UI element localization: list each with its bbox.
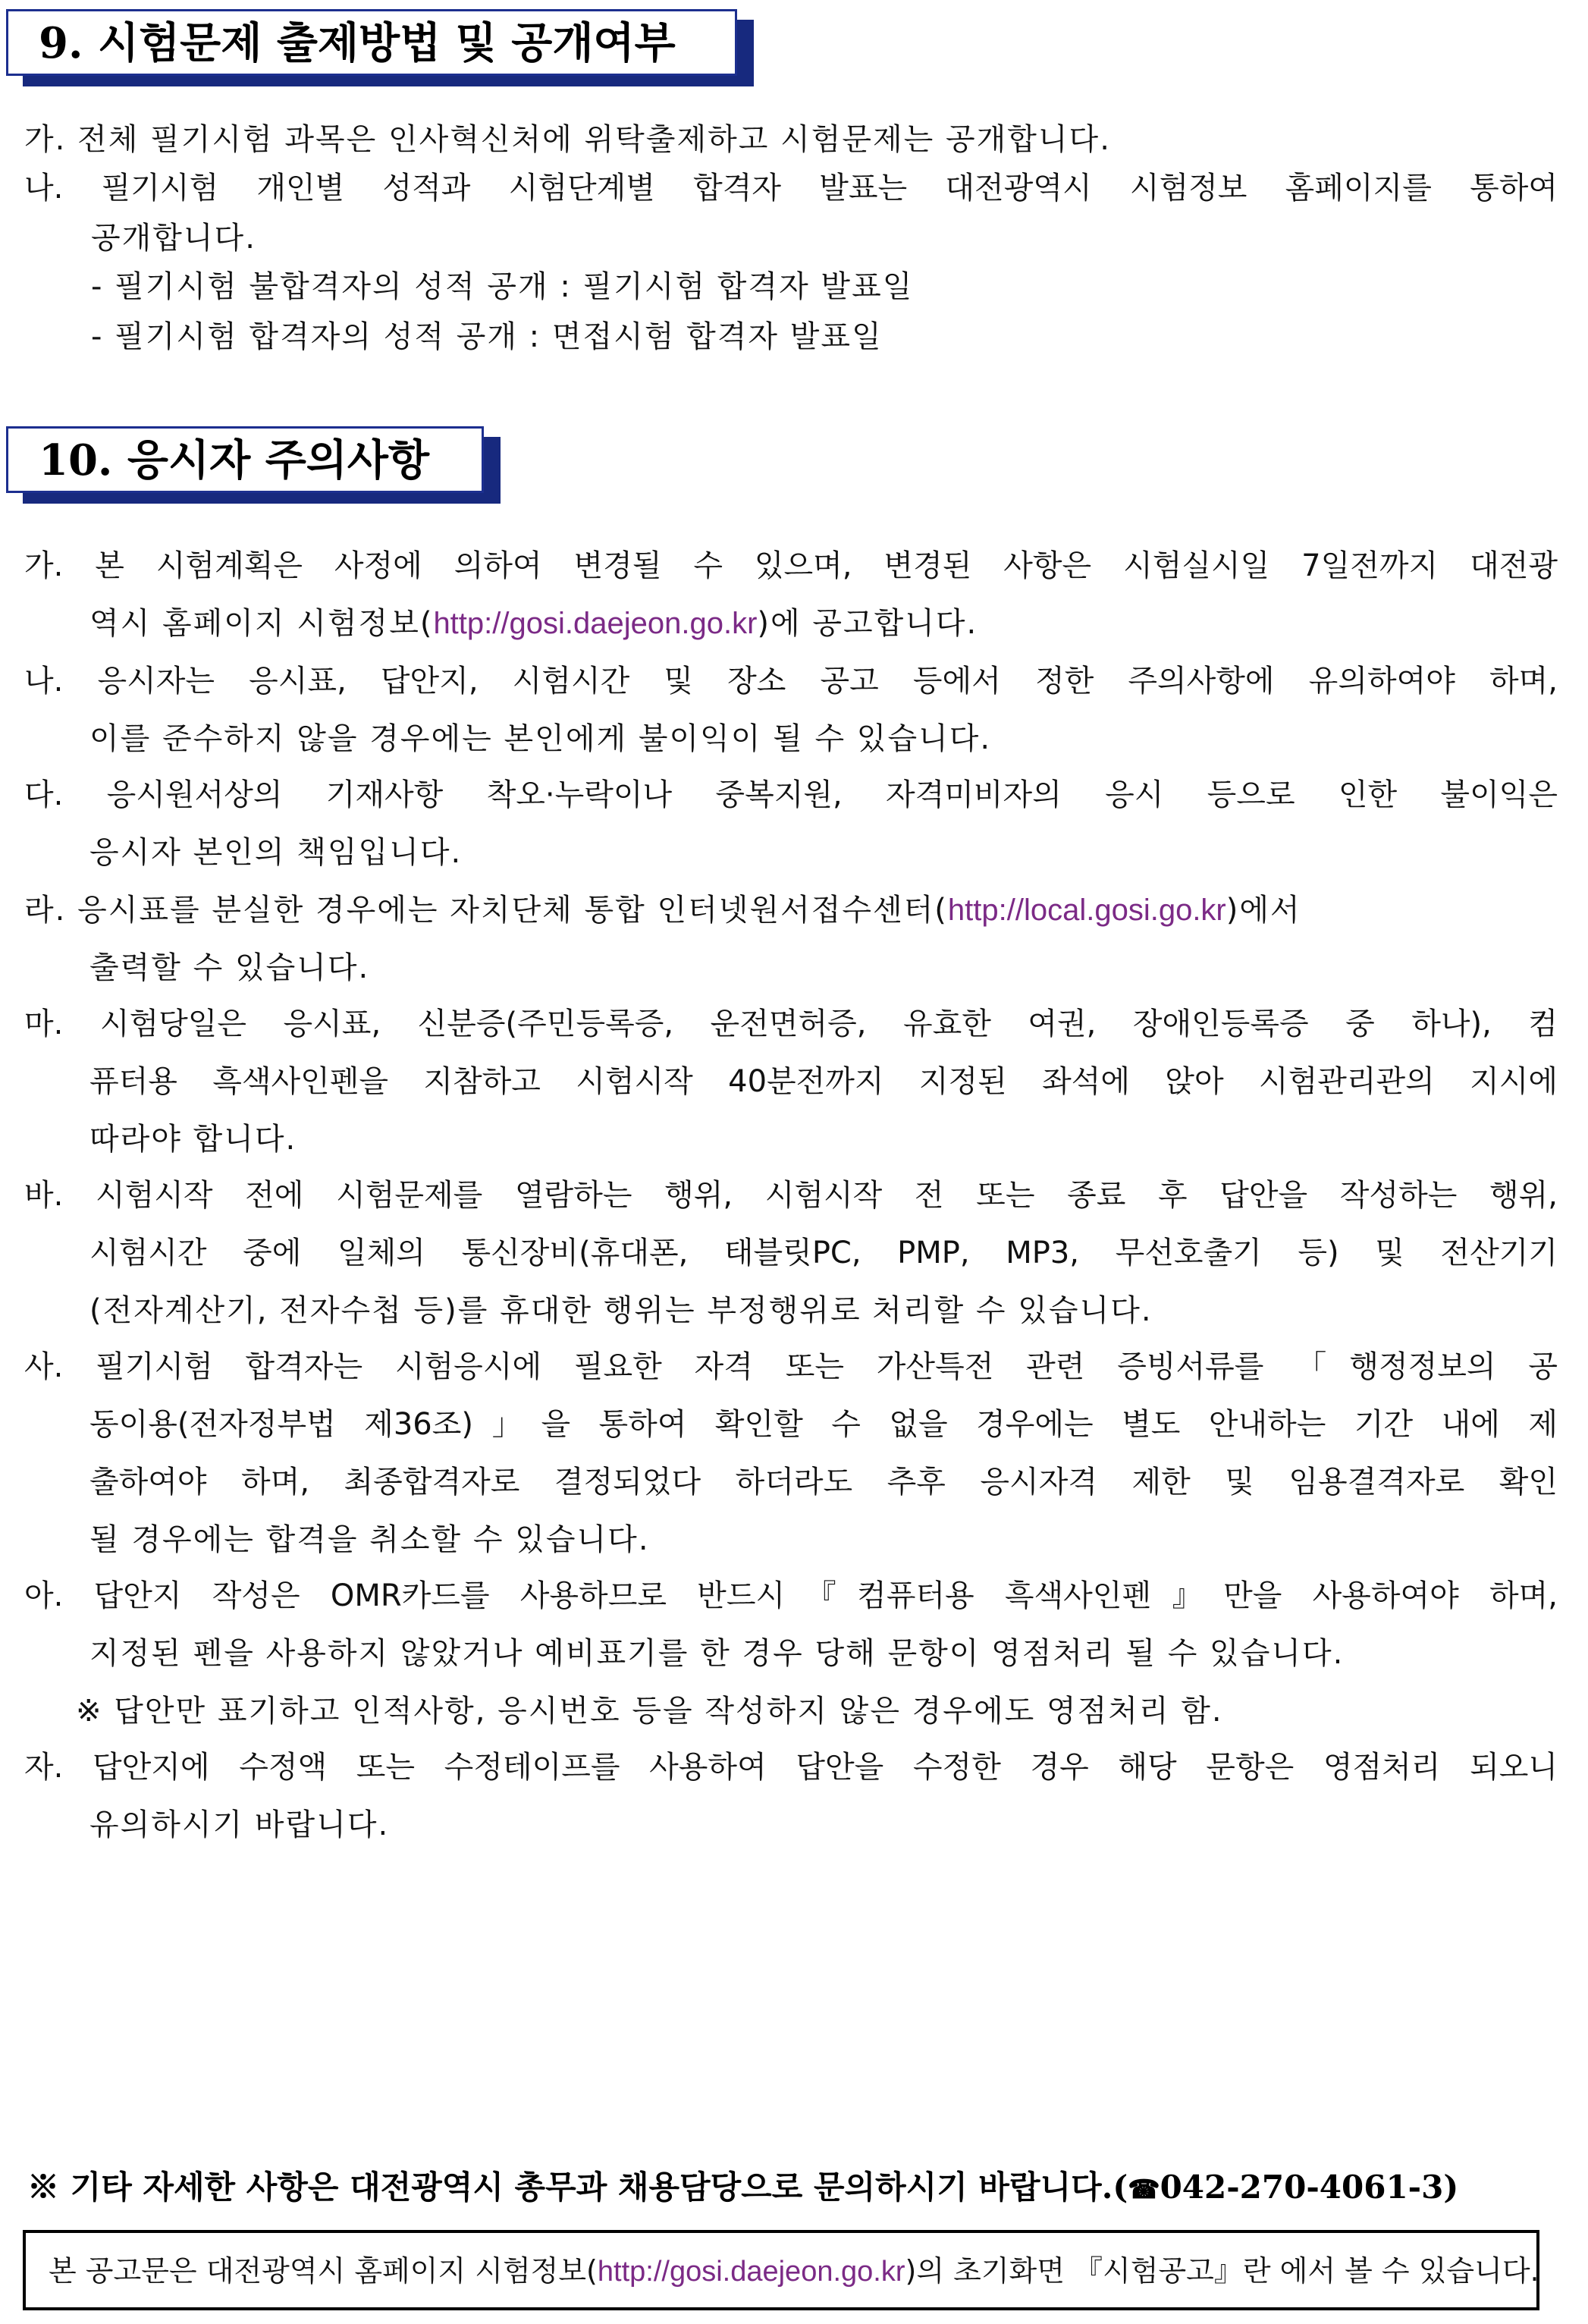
notice-ma-line-1: 마. 시험당일은 응시표, 신분증(주민등록증, 운전면허증, 유효한 여권, 장애인등록증 중 하나), 컴	[24, 1007, 1558, 1041]
closing-phone: 042-270-4061-3)	[1160, 2169, 1459, 2206]
notice-da-line-1: 다. 응시원서상의 기재사항 착오·누락이나 중복지원, 자격미비자의 응시 등으로 인한 불이익은	[24, 777, 1558, 812]
notice-na-line-1: 나. 응시자는 응시표, 답안지, 시험시간 및 장소 공고 등에서 정한 주의사항에 유의하여야 하며,	[24, 664, 1558, 699]
closing-text: ※ 기타 자세한 사항은 대전광역시 총무과 채용담당으로 문의하시기 바랍니다.(	[27, 2169, 1128, 2206]
notice-sa-line-2: 동이용(전자정부법 제36조)」을 통하여 확인할 수 없을 경우에는 별도 안내하는 기간 내에 제	[89, 1407, 1558, 1442]
notice-ma-line-3: 따라야 합니다.	[89, 1122, 297, 1157]
notice-ra-line-2: 출력할 수 있습니다.	[89, 950, 370, 985]
notice-sa-line-3: 출하여야 하며, 최종합격자로 결정되었다 하더라도 추후 응시자격 제한 및 임용결격자로 확인	[89, 1465, 1558, 1500]
notice-ba-line-3: (전자계산기, 전자수첩 등)를 휴대한 행위는 부정행위로 처리할 수 있습니다.	[89, 1293, 1153, 1328]
footer-notice-text	[49, 2253, 1539, 2290]
notice-ba-line-2: 시험시간 중에 일체의 통신장비(휴대폰, 태블릿PC, PMP, MP3, 무선호출기 등) 및 전산기기	[89, 1236, 1558, 1270]
gosi-link[interactable]: http://gosi.daejeon.go.kr	[433, 607, 758, 640]
notice-ra-text-end: )에서	[1226, 893, 1301, 928]
phone-icon: ☎	[1128, 2175, 1160, 2205]
notice-sa-line-1: 사. 필기시험 합격자는 시험응시에 필요한 자격 또는 가산특전 관련 증빙서류를 「행정정보의 공	[24, 1349, 1558, 1384]
footer-text-end: )의 초기화면 『시험공고』란 에서 볼 수 있습니다.	[905, 2254, 1539, 2288]
footer-gosi-link[interactable]: http://gosi.daejeon.go.kr	[597, 2256, 905, 2288]
notice-ga-text: 역시 홈페이지 시험정보(	[89, 606, 434, 641]
notice-ga-text-end: )에 공고합니다.	[757, 606, 978, 641]
notice-da-line-2: 응시자 본인의 책임입니다.	[89, 835, 463, 870]
section-9-subitem-1: - 필기시험 불합격자의 성적 공개 : 필기시험 합격자 발표일	[91, 269, 914, 304]
closing-contact-line	[27, 2168, 1458, 2209]
section-9-item-ga: 가. 전체 필기시험 과목은 인사혁신처에 위탁출제하고 시험문제는 공개합니다.	[24, 122, 1111, 157]
notice-a-line-1: 아. 답안지 작성은 OMR카드를 사용하므로 반드시『컴퓨터용 흑색사인펜』만을 사용하여야 하며,	[24, 1578, 1558, 1613]
local-gosi-link[interactable]: http://local.gosi.go.kr	[947, 893, 1226, 927]
section-9-item-na-cont: 공개합니다.	[91, 221, 256, 256]
notice-ja-line-1: 자. 답안지에 수정액 또는 수정테이프를 사용하여 답안을 수정한 경우 해당 문항은 영점처리 되오니	[24, 1750, 1558, 1785]
notice-ma-line-2: 퓨터용 흑색사인펜을 지참하고 시험시작 40분전까지 지정된 좌석에 앉아 시험관리관의 지시에	[89, 1064, 1558, 1099]
notice-ra-line-1	[24, 892, 1301, 928]
notice-a-note: ※ 답안만 표기하고 인적사항, 응시번호 등을 작성하지 않은 경우에도 영점처리 함.	[76, 1694, 1223, 1729]
section-10-title: 10. 응시자 주의사항	[39, 435, 430, 485]
section-9-title: 9. 시험문제 출제방법 및 공개여부	[39, 18, 676, 68]
notice-na-line-2: 이를 준수하지 않을 경우에는 본인에게 불이익이 될 수 있습니다.	[89, 721, 992, 756]
footer-notice-box	[23, 2230, 1539, 2310]
notice-ba-line-1: 바. 시험시작 전에 시험문제를 열람하는 행위, 시험시작 전 또는 종료 후 답안을 작성하는 행위,	[24, 1178, 1558, 1213]
notice-ja-line-2: 유의하시기 바랍니다.	[89, 1807, 390, 1842]
section-9-heading-box	[6, 9, 737, 76]
section-9-item-na: 나. 필기시험 개인별 성적과 시험단계별 합격자 발표는 대전광역시 시험정보 홈페이지를 통하여	[24, 171, 1558, 206]
section-10-heading-box	[6, 426, 484, 493]
notice-sa-line-4: 될 경우에는 합격을 취소할 수 있습니다.	[89, 1522, 650, 1557]
section-9-subitem-2: - 필기시험 합격자의 성적 공개 : 면접시험 합격자 발표일	[91, 319, 883, 354]
footer-text: 본 공고문은 대전광역시 홈페이지 시험정보(	[49, 2254, 598, 2288]
notice-ga-line-2	[89, 605, 978, 642]
notice-ga-line-1: 가. 본 시험계획은 사정에 의하여 변경될 수 있으며, 변경된 사항은 시험실시일 7일전까지 대전광	[24, 548, 1558, 583]
notice-a-line-2: 지정된 펜을 사용하지 않았거나 예비표기를 한 경우 당해 문항이 영점처리 될 수 있습니다.	[89, 1636, 1345, 1671]
notice-ra-text: 라. 응시표를 분실한 경우에는 자치단체 통합 인터넷원서접수센터(	[24, 893, 948, 928]
